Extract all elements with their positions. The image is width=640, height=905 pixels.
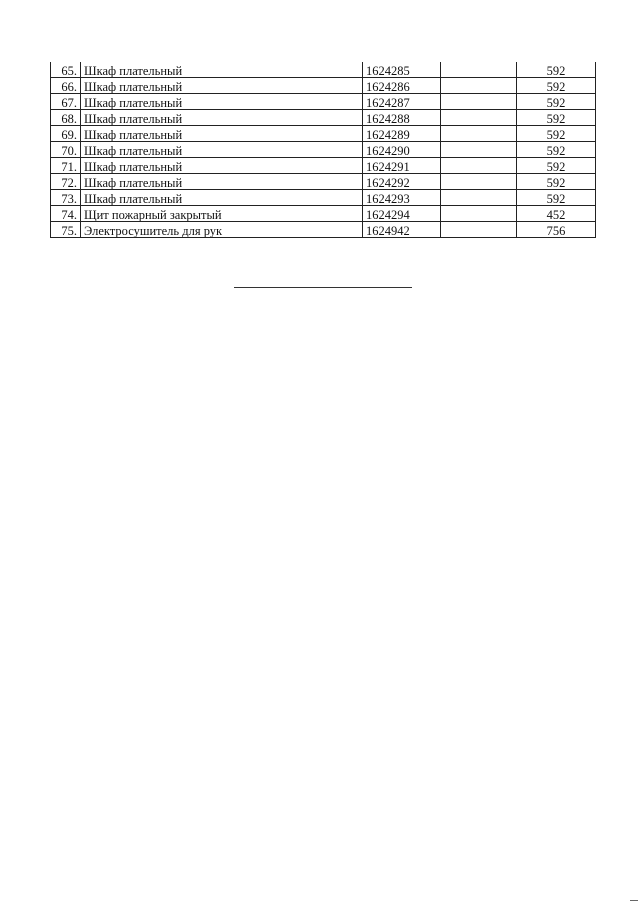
item-name: Щит пожарный закрытый	[81, 206, 363, 222]
table-row	[51, 78, 596, 94]
item-name: Шкаф плательный	[81, 174, 363, 190]
item-value: 592	[517, 62, 596, 78]
inventory-code: 1624291	[363, 158, 441, 174]
empty-cell	[441, 222, 517, 238]
empty-cell	[441, 78, 517, 94]
inventory-code: 1624290	[363, 142, 441, 158]
item-name: Шкаф плательный	[81, 158, 363, 174]
item-value: 592	[517, 158, 596, 174]
item-value: 592	[517, 126, 596, 142]
empty-cell	[441, 206, 517, 222]
inventory-code: 1624294	[363, 206, 441, 222]
empty-cell	[441, 110, 517, 126]
row-number: 73.	[51, 190, 81, 206]
table-row	[51, 158, 596, 174]
item-name: Шкаф плательный	[81, 142, 363, 158]
row-number: 68.	[51, 110, 81, 126]
table-row	[51, 190, 596, 206]
table-row	[51, 174, 596, 190]
inventory-table	[50, 62, 596, 238]
item-value: 592	[517, 94, 596, 110]
item-value: 592	[517, 190, 596, 206]
scan-edge-mark	[630, 900, 638, 901]
inventory-code: 1624292	[363, 174, 441, 190]
row-number: 71.	[51, 158, 81, 174]
item-value: 592	[517, 142, 596, 158]
empty-cell	[441, 174, 517, 190]
empty-cell	[441, 94, 517, 110]
empty-cell	[441, 190, 517, 206]
row-number: 66.	[51, 78, 81, 94]
row-number: 72.	[51, 174, 81, 190]
item-name: Шкаф плательный	[81, 110, 363, 126]
item-name: Электросушитель для рук	[81, 222, 363, 238]
item-value: 592	[517, 110, 596, 126]
empty-cell	[441, 62, 517, 78]
inventory-table-body	[51, 62, 596, 238]
table-row	[51, 142, 596, 158]
end-of-list-line	[234, 287, 412, 288]
table-row	[51, 206, 596, 222]
item-name: Шкаф плательный	[81, 126, 363, 142]
row-number: 74.	[51, 206, 81, 222]
inventory-code: 1624287	[363, 94, 441, 110]
row-number: 69.	[51, 126, 81, 142]
empty-cell	[441, 158, 517, 174]
table-row	[51, 94, 596, 110]
inventory-code: 1624293	[363, 190, 441, 206]
inventory-code: 1624286	[363, 78, 441, 94]
empty-cell	[441, 126, 517, 142]
inventory-code: 1624285	[363, 62, 441, 78]
inventory-code: 1624288	[363, 110, 441, 126]
item-value: 592	[517, 78, 596, 94]
item-name: Шкаф плательный	[81, 94, 363, 110]
table-row	[51, 126, 596, 142]
empty-cell	[441, 142, 517, 158]
inventory-code: 1624289	[363, 126, 441, 142]
table-row	[51, 62, 596, 78]
inventory-code: 1624942	[363, 222, 441, 238]
item-value: 592	[517, 174, 596, 190]
row-number: 75.	[51, 222, 81, 238]
table-row	[51, 110, 596, 126]
item-value: 756	[517, 222, 596, 238]
row-number: 65.	[51, 62, 81, 78]
row-number: 67.	[51, 94, 81, 110]
item-name: Шкаф плательный	[81, 62, 363, 78]
table-row	[51, 222, 596, 238]
row-number: 70.	[51, 142, 81, 158]
item-value: 452	[517, 206, 596, 222]
item-name: Шкаф плательный	[81, 78, 363, 94]
item-name: Шкаф плательный	[81, 190, 363, 206]
